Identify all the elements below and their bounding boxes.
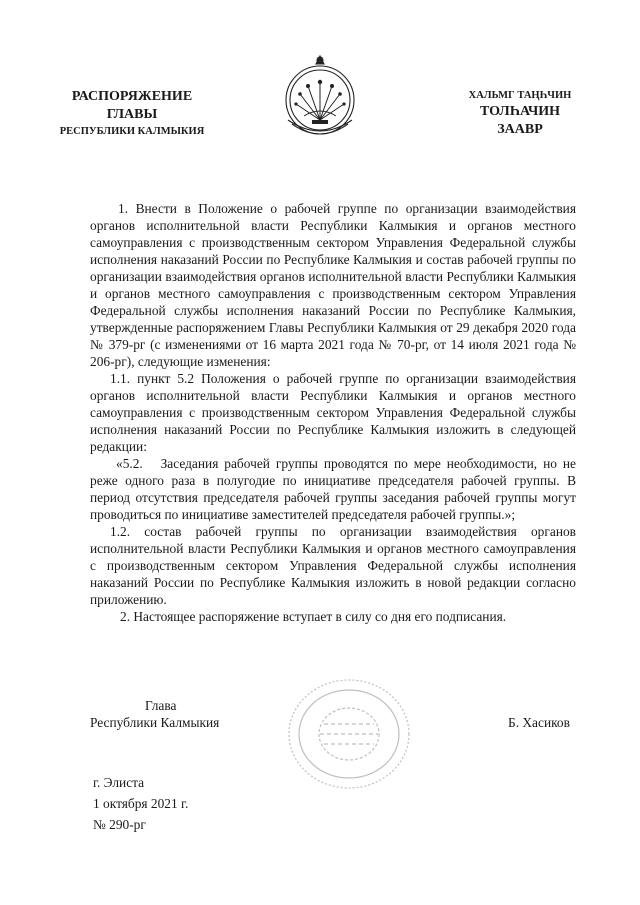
paragraph-5-2-quote: «5.2. Заседания рабочей группы проводятся по мере необходимости, но не реже одного раза в полугодие по инициативе председателя рабочей группы. В период отсутствия председателя рабочей группы заседания рабочей группы могут проводиться по инициативе заместителей председателя рабочей группы.»; xyxy=(90,456,576,522)
paragraph-1-1: 1.1. пункт 5.2 Положения о рабочей группе по организации взаимодействия органов исполнительной власти Республики Калмыкия и органов местного самоуправления с производственным сектором Управления Федеральной службы исполнения наказаний России по Республике Калмыкия изложить в следующей редакции: xyxy=(90,371,576,454)
header-right-line3: ЗААВР xyxy=(497,122,543,137)
paragraph-1-2: 1.2. состав рабочей группы по организации взаимодействия органов исполнительной власти Республики Калмыкия и органов местного самоуправления с производственным сектором Управления Федеральной службы исполнения наказаний России по Республике Калмыкия изложить в новой редакции согласно приложению. xyxy=(90,524,576,607)
document-body xyxy=(90,200,576,625)
header-left-line1: РАСПОРЯЖЕНИЕ xyxy=(71,89,193,104)
kalmykia-coat-of-arms-icon xyxy=(278,50,362,144)
footer-city: г. Элиста xyxy=(93,775,145,790)
header-right-line2: ТОЛҺАЧИН xyxy=(479,104,561,119)
footer-number: № 290-рг xyxy=(93,817,146,832)
document-footer xyxy=(93,772,188,835)
signatory-title-line2: Республики Калмыкия xyxy=(90,715,220,730)
paragraph-1: 1. Внести в Положение о рабочей группе по организации взаимодействия органов исполнительной власти Республики Калмыкия и органов местного самоуправления с производственным сектором Управления Федеральной службы исполнения наказаний России по Республике Калмыкия и состав рабочей группы по организации взаимодействия органов исполнительной власти Республики Калмыкия и органов местного самоуправления с производственным сектором Управления Федеральной службы исполнения наказаний России по Республике Калмыкия, утвержденные распоряжением Главы Республики Калмыкия от 29 декабря 2020 года № 379-рг (с изменениями от 16 марта 2021 года № 70-рг, от 14 июля 2021 года № 206-рг), следующие изменения: xyxy=(90,201,576,369)
signatory-title-line1: Глава xyxy=(145,698,177,713)
header-left-block xyxy=(52,88,212,139)
signatory-name: Б. Хасиков xyxy=(508,715,570,730)
header-left-line2: ГЛАВЫ xyxy=(106,107,158,122)
official-seal-icon xyxy=(284,676,414,792)
signatory-title xyxy=(90,697,219,731)
header-left-line3: РЕСПУБЛИКИ КАЛМЫКИЯ xyxy=(59,126,205,137)
paragraph-2: 2. Настоящее распоряжение вступает в силу со дня его подписания. xyxy=(120,609,507,624)
header-right-block xyxy=(440,88,600,139)
header-right-line1: ХАЛЬМГ ТАҢҺЧИН xyxy=(468,90,572,101)
footer-date: 1 октября 2021 г. xyxy=(93,796,189,811)
